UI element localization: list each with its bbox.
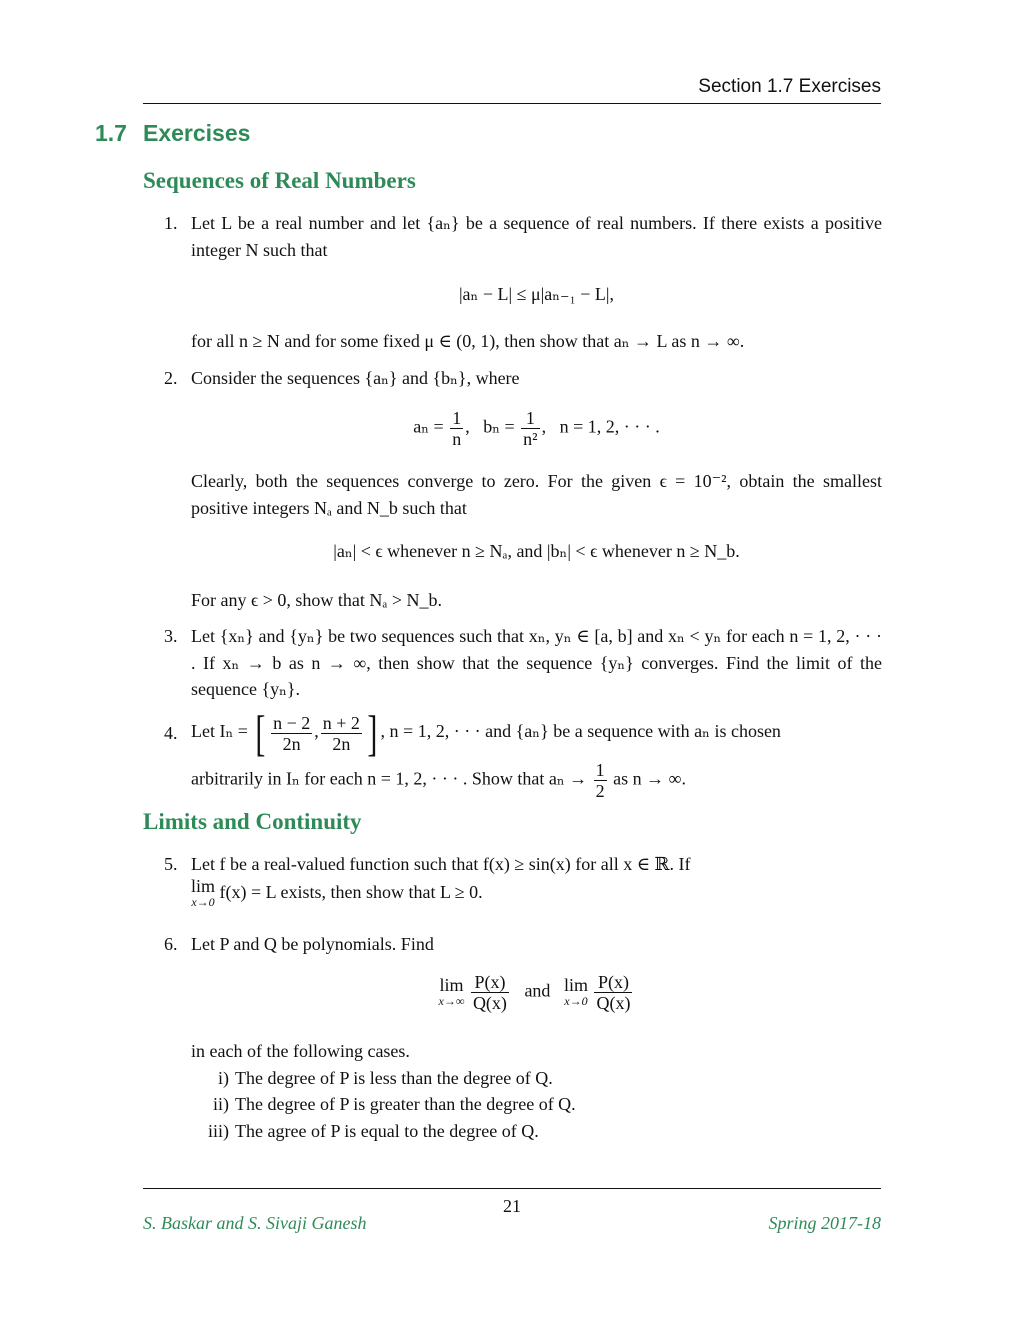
problem-number: 1. — [164, 213, 178, 233]
half-fraction: $\frac{1}{2}$ — [595, 760, 605, 801]
right-bracket: ] — [367, 705, 378, 761]
index-range: n = 1, 2, · · · . — [559, 416, 660, 437]
bn-label: bₙ = — [483, 416, 515, 437]
and-word: and — [524, 980, 551, 1001]
left-bracket: [ — [255, 705, 266, 761]
interval-left-fraction: $\frac{n - 2}{2n}$ — [273, 712, 311, 754]
interval-right-fraction: $\frac{n + 2}{2n}$ — [322, 712, 360, 754]
case-item: iii) The agree of P is equal to the degree of Q. — [208, 1121, 539, 1141]
problem-4-continued — [191, 760, 882, 801]
footer-rule — [143, 1188, 881, 1189]
section-heading — [95, 120, 250, 147]
problem-2-condition: |aₙ| < ϵ whenever n ≥ Nₐ, and |bₙ| < ϵ whenever n ≥ N_b. — [333, 541, 740, 561]
problem-1-conclusion: for all n ≥ N and for some fixed μ ∈ (0, 1), then show that aₙ → L as n → ∞. — [191, 331, 745, 351]
problem-2-question: For any ϵ > 0, show that Nₐ > N_b. — [191, 590, 442, 610]
problem-6-cases-intro: in each of the following cases. — [191, 1041, 410, 1061]
running-header — [143, 76, 881, 104]
limit-zero: lim x→0 — [563, 974, 588, 1008]
limit-infinity: lim x→∞ — [438, 974, 465, 1008]
problem-text: Consider the sequences {aₙ} and {bₙ}, where — [191, 368, 520, 388]
problem-text: Let L be a real number and let {aₙ} be a sequence of real numbers. If there exists a positive integer N such that — [191, 213, 882, 260]
problem-5-continued — [191, 878, 882, 910]
problem-6 — [164, 931, 882, 958]
case-item: ii) The degree of P is greater than the degree of Q. — [213, 1094, 576, 1114]
case-item: i) The degree of P is less than the degree of Q. — [218, 1068, 553, 1088]
problem-3 — [164, 623, 882, 703]
problem-2-body: Clearly, both the sequences converge to zero. For the given ϵ = 10⁻², obtain the smallest positive integers Nₐ and N_b such that — [191, 471, 882, 518]
problem-1 — [164, 210, 882, 263]
problem-6-limits — [191, 972, 882, 1013]
problem-number: 2. — [164, 368, 178, 388]
page-number: 21 — [503, 1196, 521, 1216]
problem-4: 4. Let Iₙ = [ $\frac{n - 2}{2n}$ , $\frac{n + 2}{2n}$ ] , n = 1, 2, · · · and {aₙ} be a sequence with aₙ is chosen — [164, 705, 781, 761]
problem-text: Let P and Q be polynomials. Find — [191, 934, 434, 954]
footer-term: Spring 2017-18 — [768, 1213, 881, 1233]
subsection-limits: Limits and Continuity — [143, 809, 362, 834]
problem-number: 4. — [164, 723, 178, 743]
problem-text-end: as n → ∞. — [613, 768, 686, 789]
subsection-sequences: Sequences of Real Numbers — [143, 168, 416, 193]
interval-lead: Let Iₙ = — [191, 721, 248, 742]
problem-number: 3. — [164, 626, 178, 646]
problem-text: arbitrarily in Iₙ for each n = 1, 2, · · · . Show that aₙ → — [191, 768, 588, 789]
ratio-fraction-2: $\frac{P(x)}{Q(x)}$ — [596, 972, 631, 1013]
problem-2-sequences: aₙ = $\frac{1}{n}$ , bₙ = $\frac{1}{\text{n²}}$ , n = 1, 2, · · · . — [413, 408, 660, 449]
problem-2 — [164, 365, 882, 392]
an-label: aₙ = — [413, 416, 444, 437]
ratio-fraction: $\frac{P(x)}{Q(x)}$ — [472, 972, 507, 1013]
problem-1-equation: |aₙ − L| ≤ μ|aₙ₋₁ − L|, — [458, 284, 615, 304]
section-number: 1.7 — [95, 120, 127, 146]
bn-fraction: $\frac{1}{\text{n²}}$ — [523, 408, 538, 449]
footer-authors: S. Baskar and S. Sivaji Ganesh — [143, 1213, 367, 1233]
limit-operator: lim x→0 — [191, 876, 216, 909]
an-fraction: $\frac{1}{n}$ — [452, 408, 462, 449]
problem-text: Let {xₙ} and {yₙ} be two sequences such that xₙ, yₙ ∈ [a, b] and xₙ < yₙ for each n = 1, 2, · · · . If xₙ → b as n → ∞, then show that the sequence {yₙ} converges. Find the limit of the sequence {yₙ}. — [191, 626, 882, 699]
problem-number: 5. — [164, 854, 178, 874]
problem-text: Let f be a real-valued function such that f(x) ≥ sin(x) for all x ∈ ℝ. If — [191, 854, 691, 874]
problem-text: , n = 1, 2, · · · and {aₙ} be a sequence with aₙ is chosen — [380, 721, 781, 742]
problem-text: f(x) = L exists, then show that L ≥ 0. — [219, 882, 483, 903]
problem-number: 6. — [164, 934, 178, 954]
problem-5 — [164, 851, 882, 878]
section-title: Exercises — [143, 120, 251, 146]
running-title: Section 1.7 Exercises — [698, 76, 881, 97]
